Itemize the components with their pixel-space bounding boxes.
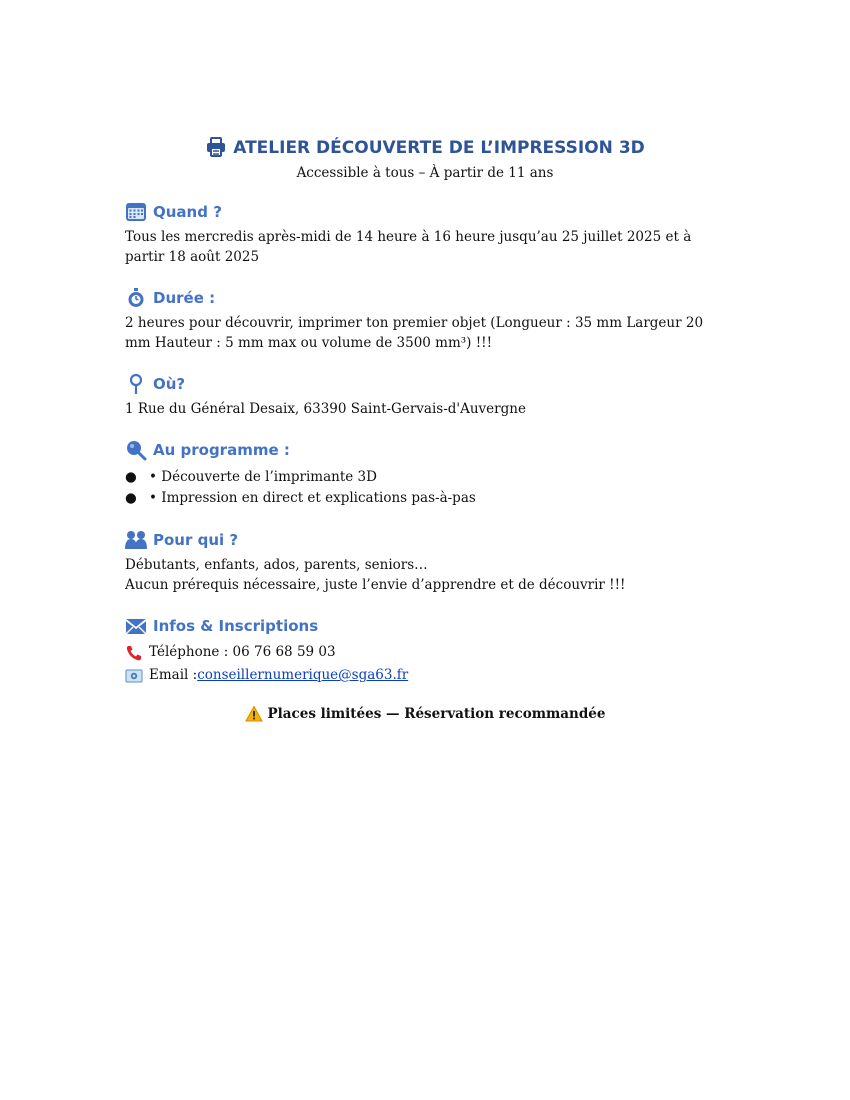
list-item: ● • Impression en direct et explications pas-à-pas	[125, 488, 725, 509]
section-when-heading	[125, 201, 725, 223]
section-duration	[125, 287, 725, 353]
section-duration-title: Durée :	[153, 289, 216, 307]
pin-icon	[125, 373, 147, 395]
page-subtitle: Accessible à tous – À partir de 11 ans	[296, 165, 554, 181]
phone-row	[125, 641, 725, 664]
section-contact-heading	[125, 615, 725, 637]
section-program	[125, 439, 725, 509]
audience-line-1: Débutants, enfants, ados, parents, seniors…	[125, 557, 428, 573]
warning-icon	[245, 705, 263, 723]
calendar-icon	[125, 201, 147, 223]
section-audience-title: Pour qui ?	[153, 531, 239, 549]
section-audience-text	[125, 555, 725, 595]
section-audience	[125, 529, 725, 595]
notice-text: Places limitées — Réservation recommandée	[267, 706, 606, 722]
email-icon	[125, 667, 143, 685]
section-contact	[125, 615, 725, 687]
email-label: Email :	[149, 667, 198, 683]
phone-text: Téléphone : 06 76 68 59 03	[149, 644, 336, 660]
magnifier-icon	[125, 439, 147, 461]
audience-line-2: Aucun prérequis nécessaire, juste l’envie d’apprendre et de découvrir !!!	[125, 577, 626, 593]
section-when-text: Tous les mercredis après-midi de 14 heure à 16 heure jusqu’au 25 juillet 2025 et à partir 18 août 2025	[125, 229, 692, 265]
people-icon	[125, 529, 147, 551]
section-duration-heading	[125, 287, 725, 309]
title-row	[125, 134, 725, 167]
envelope-icon	[125, 615, 147, 637]
flyer	[125, 134, 725, 723]
contact-details	[125, 641, 725, 687]
section-when	[125, 201, 725, 267]
section-where-text: 1 Rue du Général Desaix, 63390 Saint-Gervais-d'Auvergne	[125, 401, 526, 417]
program-item-1: • Découverte de l’imprimante 3D	[149, 469, 377, 485]
section-contact-title: Infos & Inscriptions	[153, 617, 319, 635]
list-item: ● • Découverte de l’imprimante 3D	[125, 467, 725, 488]
stopwatch-icon	[125, 287, 147, 309]
section-program-title: Au programme :	[153, 441, 290, 459]
program-item-2: • Impression en direct et explications pas-à-pas	[149, 490, 476, 506]
page-title: ATELIER DÉCOUVERTE DE L’IMPRESSION 3D	[233, 138, 645, 158]
section-where-title: Où?	[153, 375, 186, 393]
email-row	[125, 664, 725, 687]
section-where	[125, 373, 725, 419]
section-where-heading	[125, 373, 725, 395]
section-duration-text: 2 heures pour découvrir, imprimer ton premier objet (Longueur : 35 mm Largeur 20 mm Hauteur : 5 mm max ou volume de 3500 mm³) !!!	[125, 315, 704, 351]
section-program-heading	[125, 439, 725, 461]
notice	[125, 705, 725, 723]
printer-icon	[205, 136, 227, 167]
email-link[interactable]: conseillernumerique@sga63.fr	[197, 667, 409, 683]
program-list	[125, 467, 725, 509]
section-audience-heading	[125, 529, 725, 551]
section-when-title: Quand ?	[153, 203, 222, 221]
phone-icon	[125, 644, 143, 662]
